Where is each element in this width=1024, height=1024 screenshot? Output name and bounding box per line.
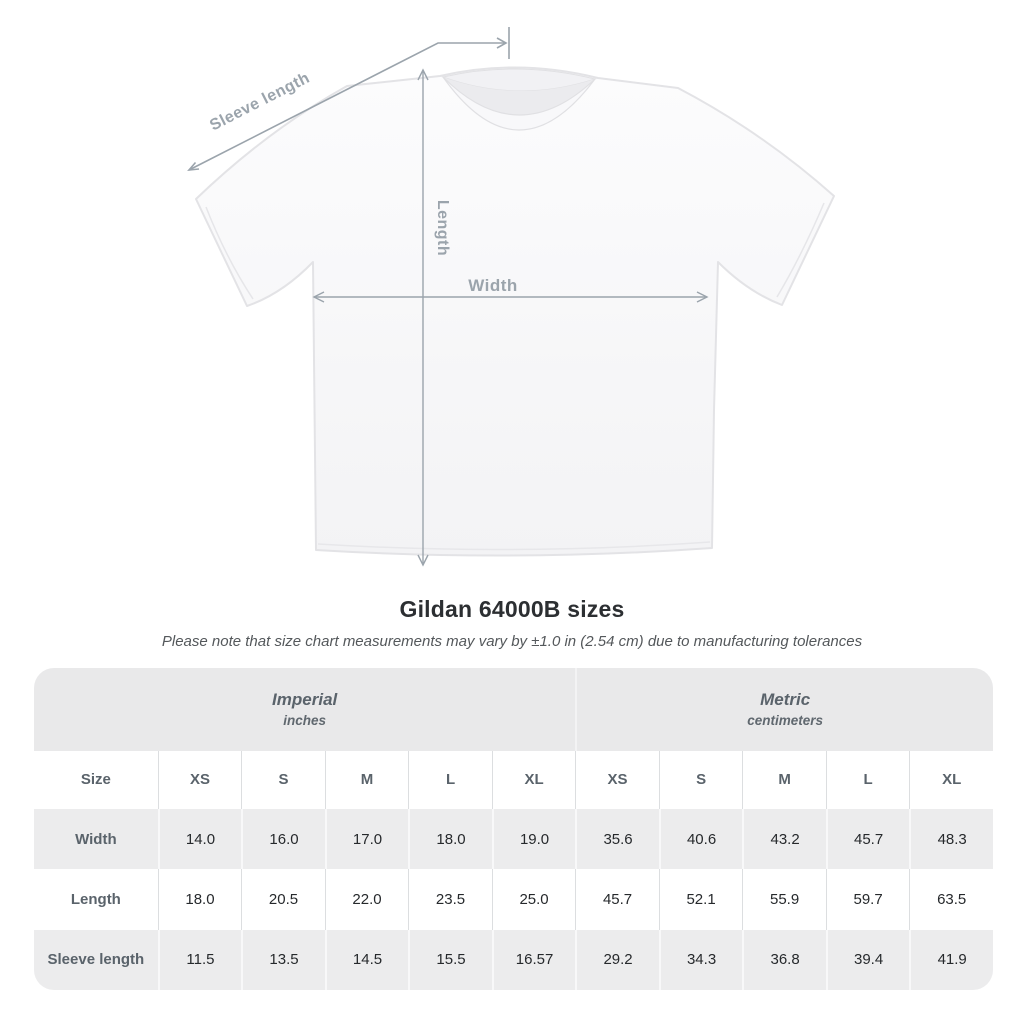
unit-header-row bbox=[34, 668, 993, 751]
metric-sublabel: centimeters bbox=[747, 712, 824, 728]
col-header-imperial-xl: XL bbox=[492, 751, 576, 809]
row-label: Sleeve length bbox=[34, 930, 158, 990]
size-cell: 13.5 bbox=[241, 930, 325, 990]
size-cell: 14.0 bbox=[158, 809, 242, 869]
size-cell: 11.5 bbox=[158, 930, 242, 990]
size-cell: 14.5 bbox=[325, 930, 409, 990]
col-header-metric-l: L bbox=[826, 751, 910, 809]
col-header-metric-xs: XS bbox=[575, 751, 659, 809]
imperial-sublabel: inches bbox=[283, 712, 327, 728]
tshirt-body bbox=[196, 67, 834, 555]
size-cell: 45.7 bbox=[575, 869, 659, 929]
size-cell: 48.3 bbox=[909, 809, 993, 869]
width-label: Width bbox=[468, 276, 518, 295]
size-cell: 36.8 bbox=[742, 930, 826, 990]
size-cell: 55.9 bbox=[742, 869, 826, 929]
col-header-imperial-m: M bbox=[325, 751, 409, 809]
size-cell: 23.5 bbox=[408, 869, 492, 929]
length-label: Length bbox=[434, 199, 451, 257]
size-cell: 17.0 bbox=[325, 809, 409, 869]
size-cell: 16.0 bbox=[241, 809, 325, 869]
size-cell: 52.1 bbox=[659, 869, 743, 929]
sleeve-length-label: Sleeve length bbox=[207, 69, 313, 135]
size-cell: 18.0 bbox=[408, 809, 492, 869]
size-cell: 45.7 bbox=[826, 809, 910, 869]
size-cell: 19.0 bbox=[492, 809, 576, 869]
imperial-header bbox=[34, 668, 575, 751]
col-header-metric-m: M bbox=[742, 751, 826, 809]
col-header-imperial-l: L bbox=[408, 751, 492, 809]
col-header-metric-s: S bbox=[659, 751, 743, 809]
col-header-metric-xl: XL bbox=[909, 751, 993, 809]
size-cell: 15.5 bbox=[408, 930, 492, 990]
col-header-imperial-s: S bbox=[241, 751, 325, 809]
size-cell: 41.9 bbox=[909, 930, 993, 990]
size-cell: 35.6 bbox=[575, 809, 659, 869]
imperial-label: Imperial bbox=[272, 689, 338, 709]
col-header-imperial-xs: XS bbox=[158, 751, 242, 809]
size-cell: 39.4 bbox=[826, 930, 910, 990]
size-cell: 40.6 bbox=[659, 809, 743, 869]
table-row-sleeve-length bbox=[34, 930, 993, 990]
size-cell: 59.7 bbox=[826, 869, 910, 929]
size-cell: 16.57 bbox=[492, 930, 576, 990]
row-label: Length bbox=[34, 869, 158, 929]
size-cell: 29.2 bbox=[575, 930, 659, 990]
metric-label: Metric bbox=[760, 689, 811, 709]
size-cell: 34.3 bbox=[659, 930, 743, 990]
row-label: Width bbox=[34, 809, 158, 869]
size-cell: 25.0 bbox=[492, 869, 576, 929]
size-cell: 22.0 bbox=[325, 869, 409, 929]
tolerance-note: Please note that size chart measurements may vary by ±1.0 in (2.54 cm) due to manufacturing tolerances bbox=[161, 633, 863, 650]
size-cell: 18.0 bbox=[158, 869, 242, 929]
size-cell: 20.5 bbox=[241, 869, 325, 929]
page-title: Gildan 64000B sizes bbox=[399, 596, 625, 622]
metric-header bbox=[575, 668, 993, 751]
col-header-size: Size bbox=[34, 751, 158, 809]
column-header-row bbox=[34, 751, 993, 809]
size-cell: 43.2 bbox=[742, 809, 826, 869]
table-row-width bbox=[34, 809, 993, 869]
table-row-length bbox=[34, 869, 993, 929]
size-cell: 63.5 bbox=[909, 869, 993, 929]
size-chart-table bbox=[34, 668, 993, 990]
